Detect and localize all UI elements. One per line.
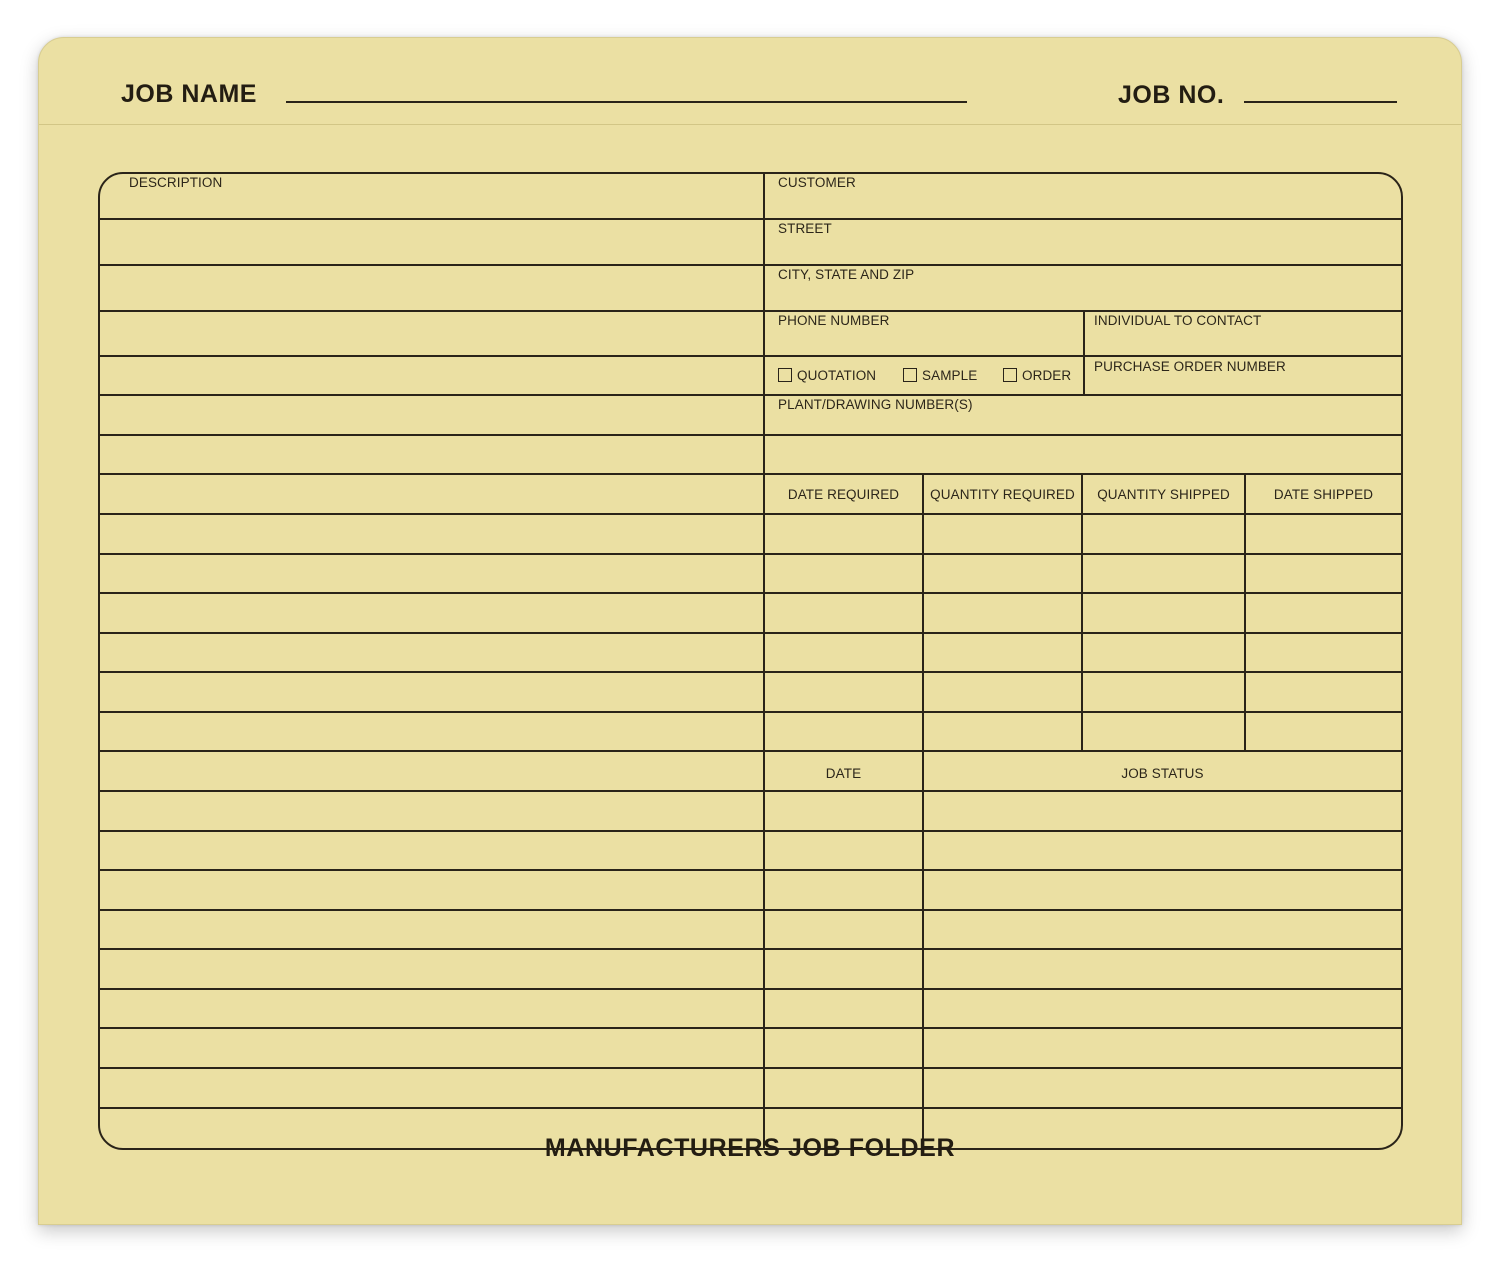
- purchase-order-number-label: PURCHASE ORDER NUMBER: [1094, 359, 1286, 374]
- job-status-header: JOB STATUS: [1121, 766, 1204, 781]
- quantity-required-header: QUANTITY REQUIRED: [930, 487, 1075, 502]
- quantity-shipped-header: QUANTITY SHIPPED: [1097, 487, 1230, 502]
- folder-title: MANUFACTURERS JOB FOLDER: [544, 1134, 956, 1162]
- street-label: STREET: [778, 221, 832, 236]
- city-state-zip-label: CITY, STATE AND ZIP: [778, 267, 915, 282]
- status-date-header: DATE: [825, 766, 862, 781]
- quotation-checkbox[interactable]: [778, 368, 792, 382]
- customer-label: CUSTOMER: [778, 175, 856, 190]
- individual-to-contact-label: INDIVIDUAL TO CONTACT: [1094, 313, 1262, 328]
- job-no-label: JOB NO.: [1118, 81, 1225, 109]
- job-name-label: JOB NAME: [121, 80, 257, 108]
- phone-number-label: PHONE NUMBER: [778, 313, 890, 328]
- order-checkbox[interactable]: [1003, 368, 1017, 382]
- date-shipped-header: DATE SHIPPED: [1273, 487, 1374, 502]
- description-label: DESCRIPTION: [129, 175, 223, 190]
- plant-drawing-numbers-label: PLANT/DRAWING NUMBER(S): [778, 397, 973, 412]
- order-label: ORDER: [1022, 368, 1072, 383]
- date-required-header: DATE REQUIRED: [787, 487, 900, 502]
- sample-checkbox[interactable]: [903, 368, 917, 382]
- quotation-label: QUOTATION: [797, 368, 877, 383]
- sample-label: SAMPLE: [922, 368, 978, 383]
